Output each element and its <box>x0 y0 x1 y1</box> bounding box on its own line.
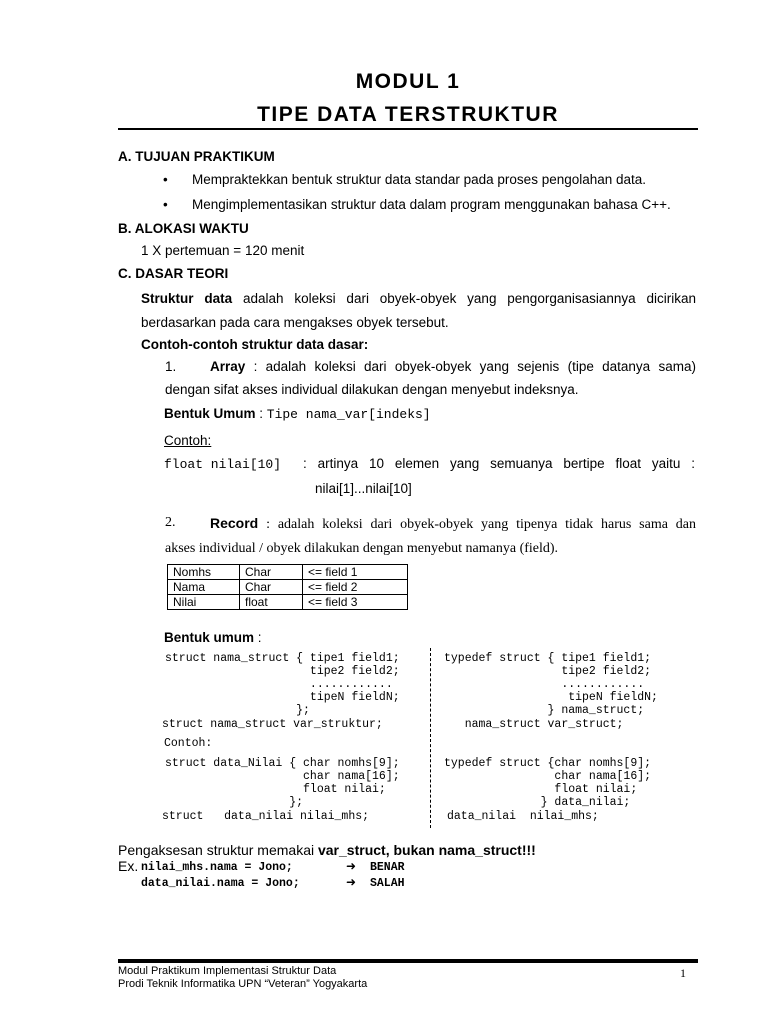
code-struct-example: struct data_Nilai { char nomhs[9]; char nama[16]; float nilai; }; <box>165 757 400 809</box>
code-typedef-example-var: data_nilai nilai_mhs; <box>447 810 599 823</box>
ex-label: Ex. <box>118 858 139 874</box>
section-a-heading: A. TUJUAN PRAKTIKUM <box>118 149 275 164</box>
intro-paragraph-line1 <box>141 291 696 306</box>
access-note-emphasis: var_struct, bukan nama_struct!!! <box>317 842 536 858</box>
array-example-desc: : artinya 10 elemen yang semuanya bertipe float yaitu : <box>303 456 695 471</box>
table-cell: <= field 3 <box>303 595 408 610</box>
record-bentuk-umum <box>164 630 262 645</box>
table-cell: Char <box>240 565 303 580</box>
table-cell: float <box>240 595 303 610</box>
code-struct-example-var: struct data_nilai nilai_mhs; <box>162 810 370 823</box>
table-cell: Char <box>240 580 303 595</box>
array-term: Array <box>210 359 246 374</box>
table-cell: Nomhs <box>168 565 240 580</box>
title-rule <box>118 128 698 130</box>
code-struct-variable: struct nama_struct var_struktur; <box>162 718 383 731</box>
code-typedef-definition: typedef struct { tipe1 field1; tipe2 field2; ............ tipeN fieldN; } nama_struct; <box>444 652 658 717</box>
code-column-divider <box>430 648 431 828</box>
record-desc-line2: akses individual / obyek dilakukan dengan menyebut namanya (field). <box>165 541 559 556</box>
arrow-right-icon: ➜ <box>346 859 357 873</box>
record-desc: : adalah koleksi dari obyek-obyek yang tipenya tidak harus sama dan <box>258 517 696 532</box>
ex2-code: data_nilai.nama = Jono; <box>141 877 300 890</box>
array-contoh-label: Contoh: <box>164 433 212 448</box>
array-desc-line2: dengan sifat akses individual dilakukan dengan menyebut indeksnya. <box>165 382 579 397</box>
array-example-desc-2: nilai[1]...nilai[10] <box>315 481 412 496</box>
record-field-table <box>167 564 408 610</box>
footer-line1: Modul Praktikum Implementasi Struktur Data <box>118 965 337 977</box>
array-example-code: float nilai[10] <box>164 457 282 472</box>
array-desc: : adalah koleksi dari obyek-obyek yang sejenis (tipe datanya sama) <box>245 359 696 374</box>
table-row <box>168 595 408 610</box>
array-bentuk-code: Tipe nama_var[indeks] <box>266 407 431 422</box>
ex1-code: nilai_mhs.nama = Jono; <box>141 861 293 874</box>
access-note <box>118 842 536 858</box>
page-number: 1 <box>680 966 686 980</box>
intro-rest: adalah koleksi dari obyek-obyek yang pengorganisasiannya dicirikan <box>232 291 696 306</box>
bullet-icon: • <box>163 172 168 187</box>
arrow-right-icon: ➜ <box>346 875 357 889</box>
table-cell: <= field 1 <box>303 565 408 580</box>
bullet-item-1: Mempraktekkan bentuk struktur data standar pada proses pengolahan data. <box>192 172 647 187</box>
array-bentuk-sep: : <box>255 406 267 421</box>
section-b-text: 1 X pertemuan = 120 menit <box>141 243 305 258</box>
code-contoh-label: Contoh: <box>164 737 213 750</box>
intro-term: Struktur data <box>141 291 233 306</box>
ex1-result: BENAR <box>370 861 405 874</box>
table-cell: <= field 2 <box>303 580 408 595</box>
access-note-prefix: Pengaksesan struktur memakai <box>118 842 318 858</box>
code-typedef-example: typedef struct {char nomhs[9]; char nama[16]; float nilai; } data_nilai; <box>444 757 652 809</box>
array-bentuk-label: Bentuk Umum <box>164 406 256 421</box>
footer-rule <box>118 959 698 963</box>
table-cell: Nilai <box>168 595 240 610</box>
record-number: 2. <box>165 515 176 530</box>
ex2-result: SALAH <box>370 877 405 890</box>
array-bentuk-umum <box>164 406 431 422</box>
footer-line2: Prodi Teknik Informatika UPN “Veteran” Yogyakarta <box>118 978 368 990</box>
table-cell: Nama <box>168 580 240 595</box>
page-title-line2: TIPE DATA TERSTRUKTUR <box>257 103 559 126</box>
bullet-item-2: Mengimplementasikan struktur data dalam program menggunakan bahasa C++. <box>192 197 671 212</box>
code-struct-definition: struct nama_struct { tipe1 field1; tipe2 field2; ............ tipeN fieldN; }; <box>165 652 400 717</box>
code-typedef-variable: nama_struct var_struct; <box>444 718 624 731</box>
table-row <box>168 580 408 595</box>
section-c-heading: C. DASAR TEORI <box>118 266 229 281</box>
record-term: Record <box>210 515 259 531</box>
array-desc-line1 <box>210 359 696 374</box>
record-bentuk-sep: : <box>254 630 262 645</box>
record-desc-line1 <box>210 515 696 533</box>
bullet-icon: • <box>163 197 168 212</box>
array-number: 1. <box>165 359 177 374</box>
section-b-heading: B. ALOKASI WAKTU <box>118 221 249 236</box>
intro-paragraph-line2: berdasarkan pada cara mengakses obyek tersebut. <box>141 315 449 330</box>
examples-heading: Contoh-contoh struktur data dasar: <box>141 337 369 352</box>
page-title-line1: MODUL 1 <box>355 70 461 93</box>
table-row <box>168 565 408 580</box>
record-bentuk-label: Bentuk umum <box>164 630 255 645</box>
